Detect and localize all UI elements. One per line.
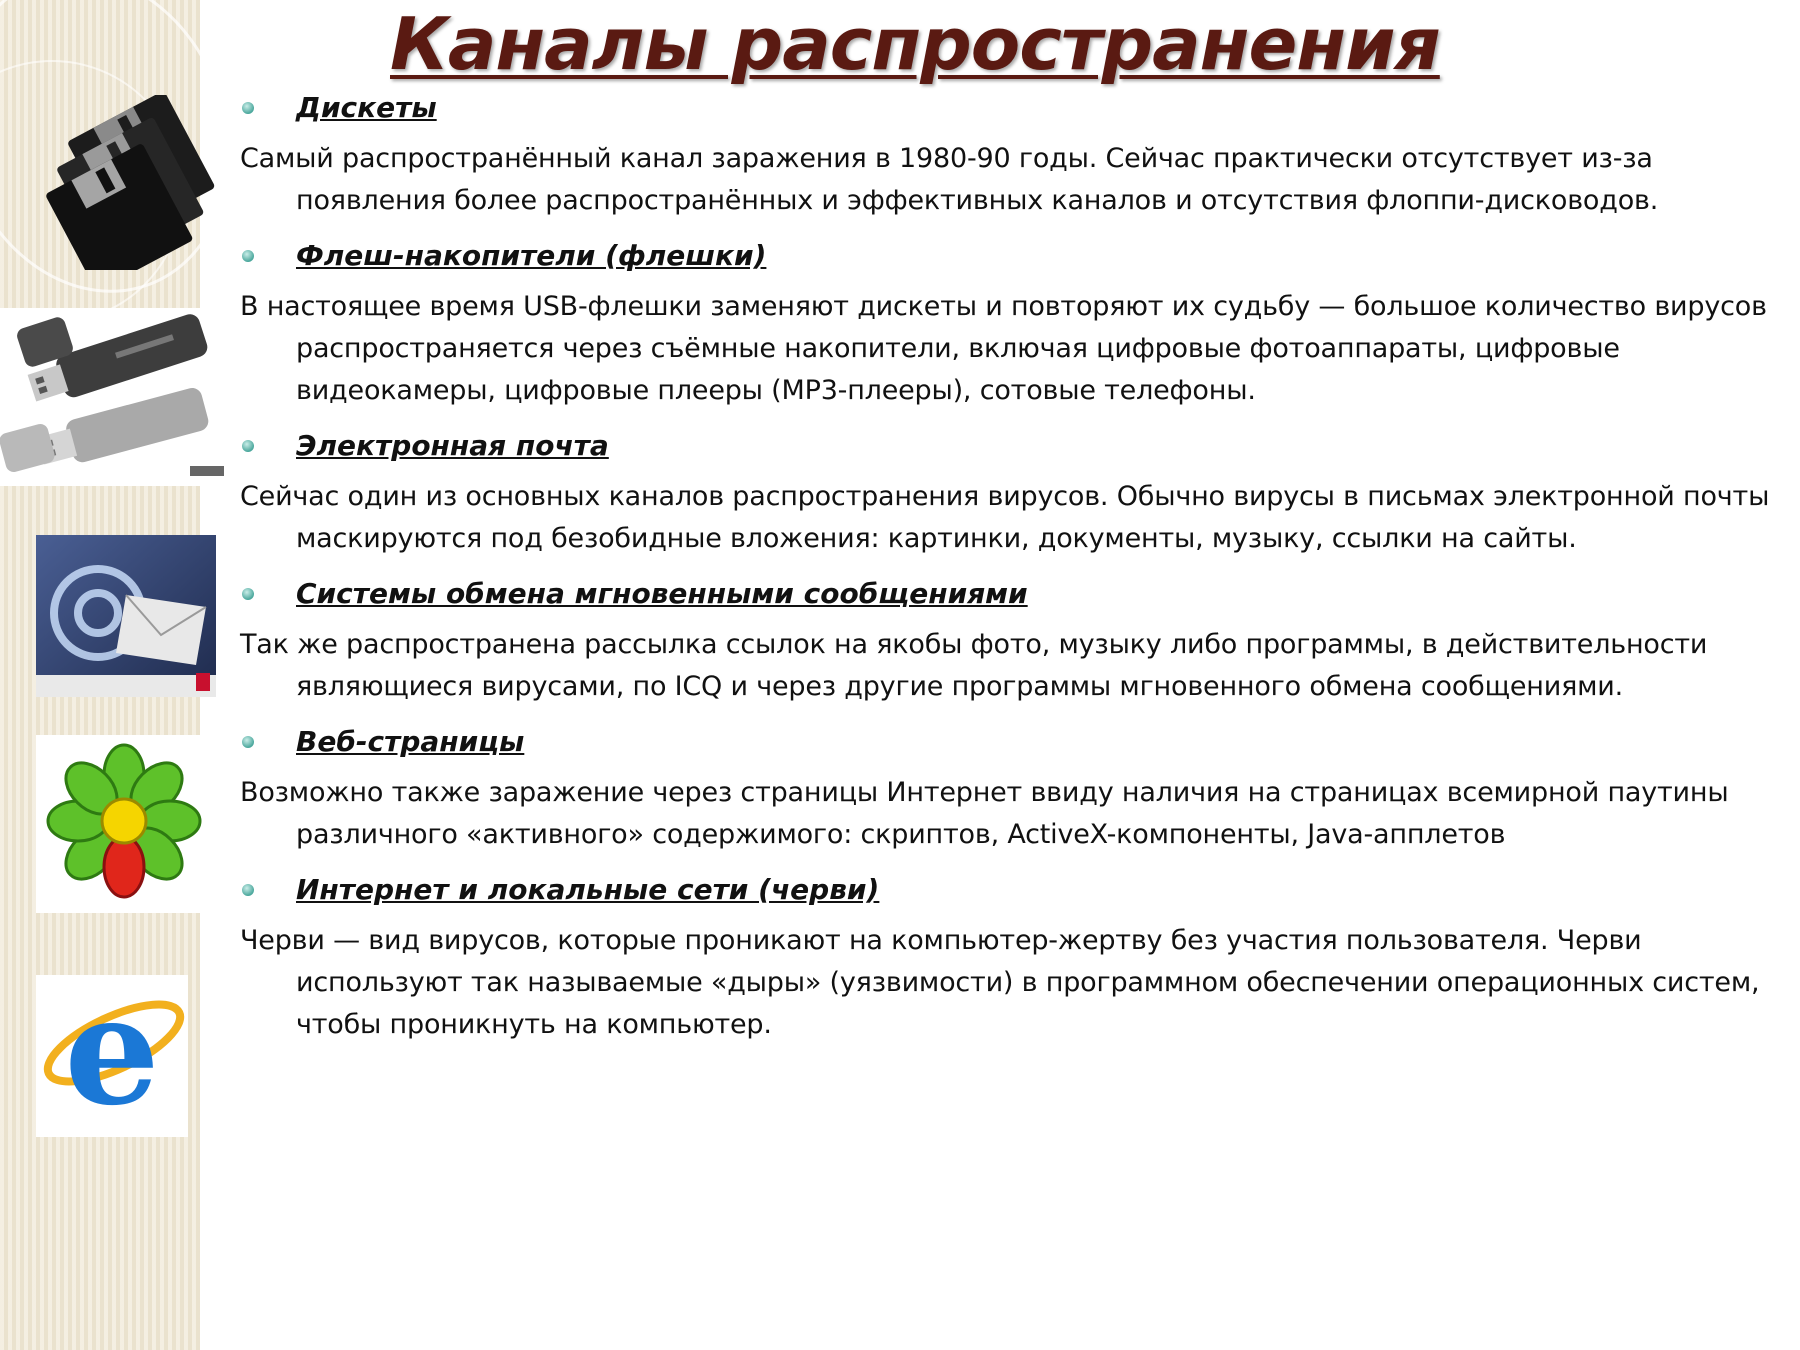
section-heading [240,722,1785,762]
section-heading-text: Электронная почта [296,429,609,462]
section-heading-text: Флеш-накопители (флешки) [296,239,767,272]
section-web-pages [240,722,1785,856]
internet-explorer-logo [36,975,188,1137]
email-envelope-image [36,535,216,697]
section-body: Черви — вид вирусов, которые проникают на компьютер-жертву без участия пользователя. Черви используют так называемые «дыры» (уязвимости) в программном обеспечении операционных систем, чтобы проникнуть на компьютер. [240,925,1760,1040]
section-flash [240,236,1785,412]
bullet-icon [242,736,254,748]
section-heading [240,870,1785,910]
page-title: Каналы распространения [390,2,1440,86]
usb-flash-drives-image [0,308,232,486]
section-networks-worms [240,870,1785,1046]
section-heading [240,88,1785,128]
bullet-icon [242,440,254,452]
icq-flower-logo [36,735,216,913]
section-body: Возможно также заражение через страницы Интернет ввиду наличия на страницах всемирной паутины различного «активного» содержимого: скриптов, ActiveX-компоненты, Java-апплетов [240,777,1729,850]
section-heading-text: Веб-страницы [296,725,525,758]
section-body: Так же распространена рассылка ссылок на якобы фото, музыку либо программы, в действительности являющиеся вирусами, по ICQ и через другие программы мгновенного обмена сообщениями. [240,629,1708,702]
section-heading [240,426,1785,466]
section-body: Самый распространённый канал заражения в 1980-90 годы. Сейчас практически отсутствует из-за появления более распространённых и эффективных каналов и отсутствия флоппи-дисководов. [240,143,1659,216]
floppy-disks-image [40,95,230,270]
section-heading [240,574,1785,614]
bullet-icon [242,250,254,262]
section-body: Сейчас один из основных каналов распространения вирусов. Обычно вирусы в письмах электронной почты маскируются под безобидные вложения: картинки, документы, музыку, ссылки на сайты. [240,481,1770,554]
section-heading-text: Дискеты [296,91,437,124]
section-heading-text: Системы обмена мгновенными сообщениями [296,577,1028,610]
bullet-icon [242,884,254,896]
section-email [240,426,1785,560]
svg-text:e: e [64,975,160,1137]
section-heading [240,236,1785,276]
section-floppy [240,88,1785,222]
section-instant-messaging [240,574,1785,708]
content-list [240,88,1785,1060]
bullet-icon [242,588,254,600]
section-body: В настоящее время USB-флешки заменяют дискеты и повторяют их судьбу — большое количество вирусов распространяется через съёмные накопители, включая цифровые фотоаппараты, цифровые видеокамеры, цифровые плееры (MP3-плееры), сотовые телефоны. [240,291,1767,406]
bullet-icon [242,102,254,114]
section-heading-text: Интернет и локальные сети (черви) [296,873,880,906]
